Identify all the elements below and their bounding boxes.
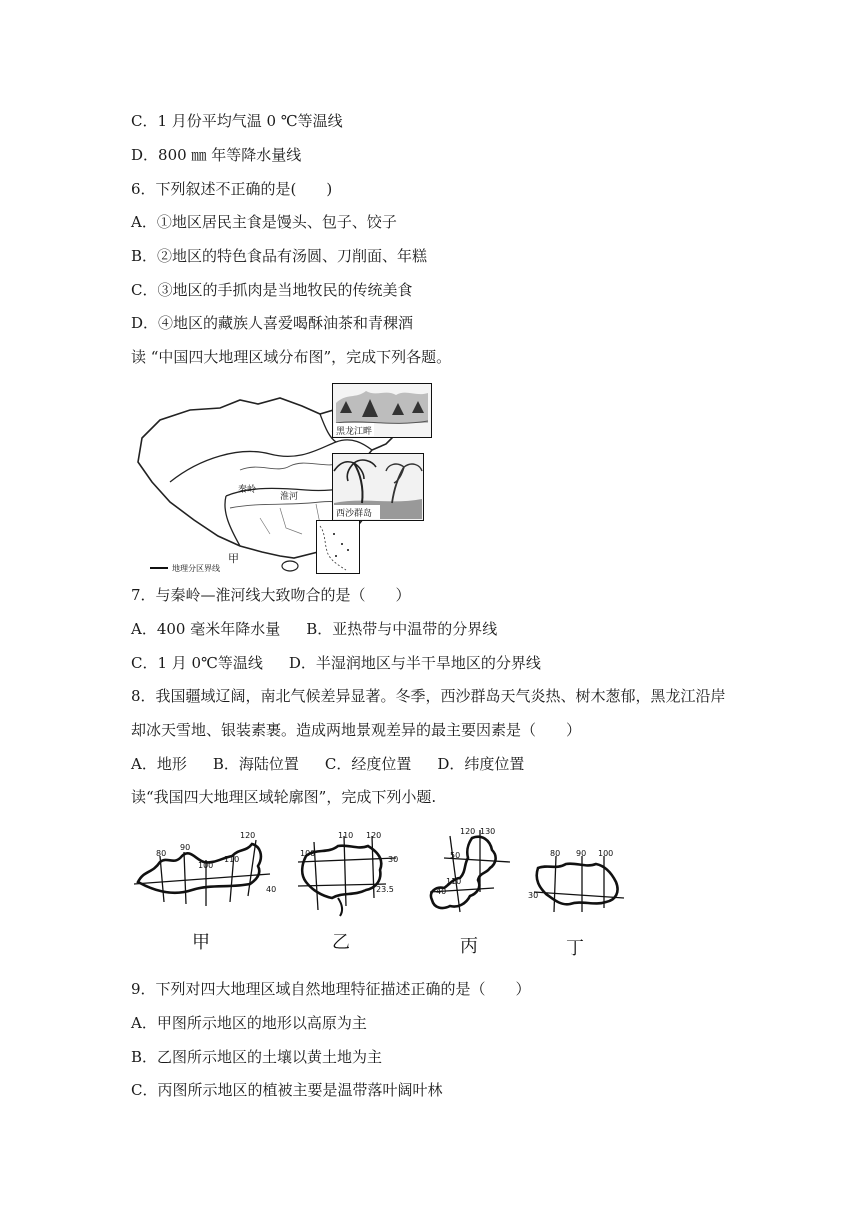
outline-ding [524, 842, 634, 962]
label-xisha: 西沙群岛 [336, 509, 373, 519]
q8-option-c: C．经度位置 [324, 755, 412, 773]
tick-jia-120: 120 [240, 831, 256, 840]
tick-ding-100: 100 [598, 849, 614, 858]
q7-option-c: C．1 月 0℃等温线 [131, 654, 263, 672]
caption-bing: 丙 [460, 936, 478, 957]
tick-jia-90: 90 [180, 843, 191, 852]
label-qinling: 秦岭 [238, 485, 257, 495]
label-heilongjiang: 黑龙江畔 [336, 427, 373, 437]
q7-options-cd [131, 653, 541, 673]
q9-option-a: A．甲图所示地区的地形以高原为主 [131, 1014, 367, 1032]
q6-option-d: D．④地区的藏族人喜爱喝酥油茶和青稞酒 [131, 314, 414, 332]
outline-bing [420, 822, 520, 960]
caption-ding: 丁 [566, 938, 584, 959]
tick-jia-40: 40 [266, 885, 277, 894]
q7-options-ab [131, 619, 497, 639]
heilongjiang-photo [332, 383, 432, 438]
q7-option-d: D．半湿润地区与半干旱地区的分界线 [288, 654, 541, 672]
tick-ding-80: 80 [550, 849, 561, 858]
tick-yi-100: 100 [300, 849, 316, 858]
tick-yi-23-5: 23.5 [376, 885, 394, 894]
q8-stem-line1: 8．我国疆域辽阔，南北气候差异显著。冬季，西沙群岛天气炎热、树木葱郁，黑龙江沿岸 [131, 687, 726, 705]
tick-yi-30: 30 [388, 855, 399, 864]
q6-option-a: A．①地区居民主食是馒头、包子、饺子 [131, 213, 397, 231]
tick-yi-120: 120 [366, 831, 382, 840]
q5-option-d: D．800 ㎜ 年等降水量线 [131, 146, 302, 164]
intro-map-regions: 读 “中国四大地理区域分布图”，完成下列各题。 [131, 348, 452, 366]
q8-option-d: D．纬度位置 [437, 755, 525, 773]
caption-yi: 乙 [332, 932, 350, 953]
label-huaihe: 淮河 [280, 492, 299, 502]
hainan-island [282, 561, 298, 571]
yellow-river [240, 462, 344, 470]
q7-stem: 7．与秦岭—淮河线大致吻合的是（ ） [131, 586, 411, 604]
q9-stem: 9．下列对四大地理区域自然地理特征描述正确的是（ ） [131, 980, 531, 998]
xisha-photo [332, 453, 424, 521]
outline-jia [130, 826, 280, 956]
tick-bing-110: 110 [446, 877, 462, 886]
tick-bing-130: 130 [480, 827, 496, 836]
tick-bing-50: 50 [450, 851, 461, 860]
tick-bing-120: 120 [460, 827, 476, 836]
region-boundary-west [225, 496, 240, 546]
outline-yi [292, 826, 404, 956]
caption-jia: 甲 [192, 932, 210, 953]
intro-region-outlines: 读“我国四大地理区域轮廓图”，完成下列小题. [131, 788, 437, 806]
tick-bing-40: 40 [436, 887, 447, 896]
south-china-sea-inset [316, 520, 360, 574]
tick-jia-100: 100 [198, 861, 214, 870]
q6-stem: 6．下列叙述不正确的是( ) [131, 180, 333, 198]
label-jia: 甲 [228, 552, 239, 565]
tick-jia-80: 80 [156, 849, 167, 858]
tick-jia-110: 110 [224, 855, 240, 864]
q6-option-c: C．③地区的手抓肉是当地牧民的传统美食 [131, 281, 413, 299]
map-legend: 地理分区界线 [172, 564, 220, 573]
q8-option-b: B．海陆位置 [212, 755, 299, 773]
q8-stem-line2: 却冰天雪地、银装素裹。造成两地景观差异的最主要因素是（ ） [131, 721, 582, 739]
tick-yi-110: 110 [338, 831, 354, 840]
q7-option-b: B．亚热带与中温带的分界线 [306, 620, 498, 638]
q8-option-a: A．地形 [131, 755, 187, 773]
q7-option-a: A．400 毫米年降水量 [131, 620, 281, 638]
q5-option-c: C．1 月份平均气温 0 ℃等温线 [131, 112, 343, 130]
tick-ding-30: 30 [528, 891, 539, 900]
q9-option-c: C．丙图所示地区的植被主要是温带落叶阔叶林 [131, 1081, 443, 1099]
q9-option-b: B．乙图所示地区的土壤以黄土地为主 [131, 1048, 383, 1066]
q8-options [131, 754, 524, 774]
q6-option-b: B．②地区的特色食品有汤圆、刀削面、年糕 [131, 247, 428, 265]
tick-ding-90: 90 [576, 849, 587, 858]
